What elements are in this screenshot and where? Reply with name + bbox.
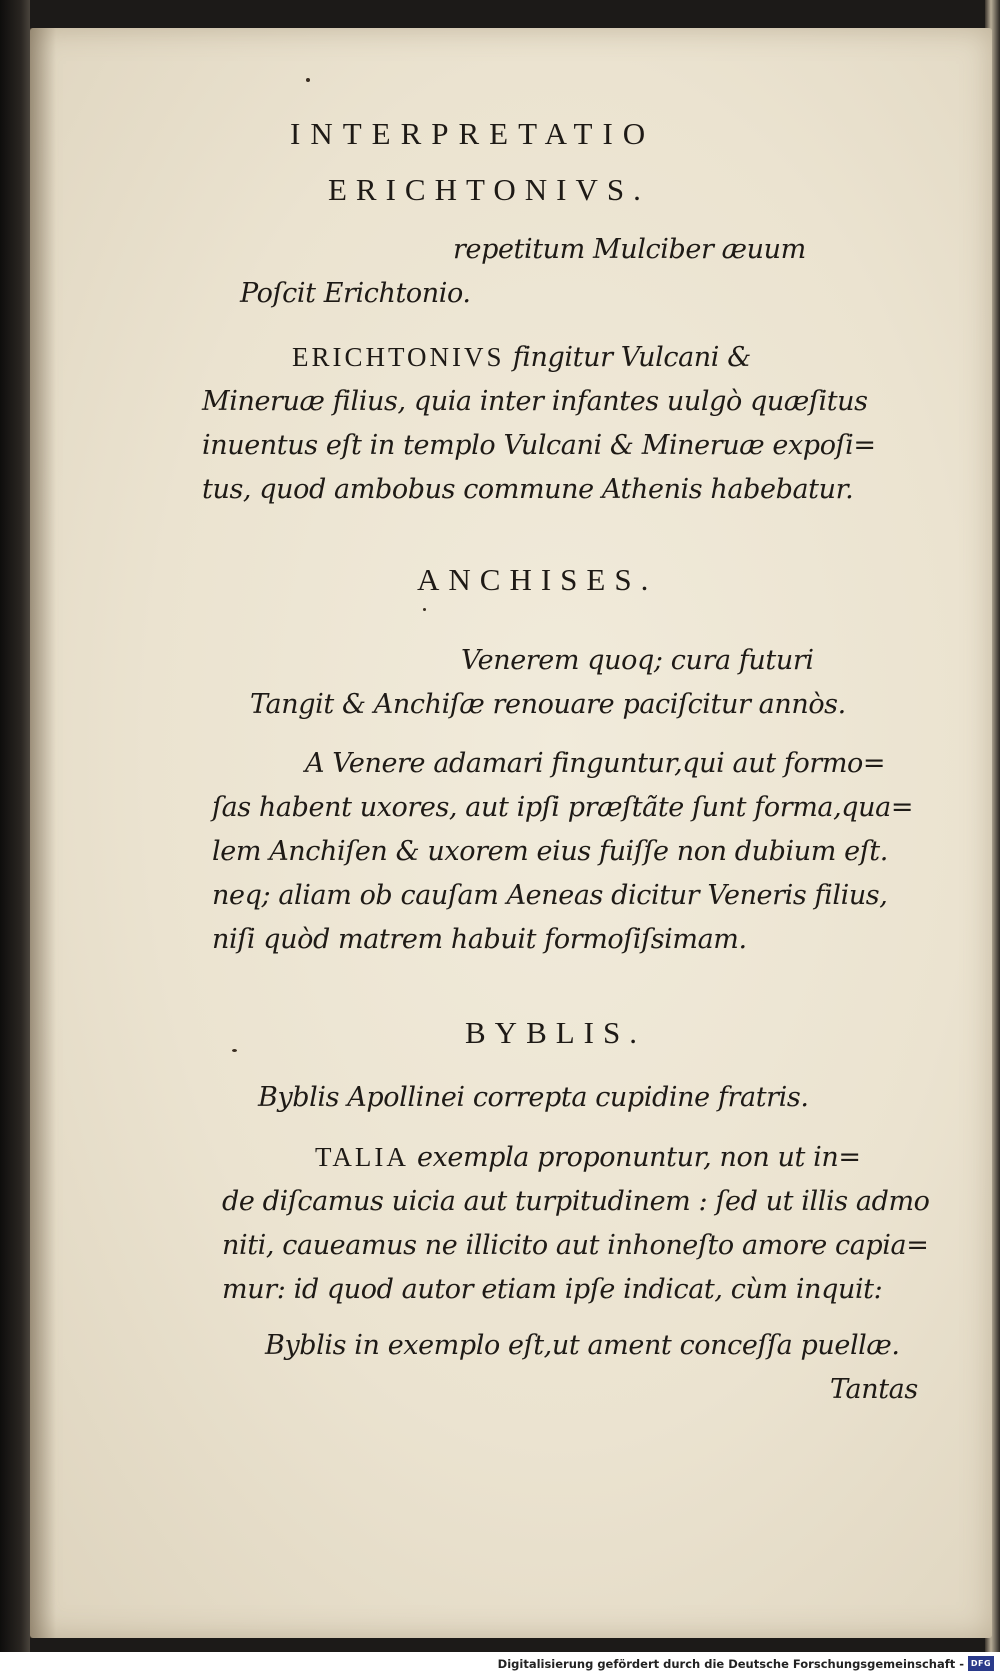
paper-speck <box>306 78 310 82</box>
section-title-erichtonius: ERICHTONIVS. <box>328 172 650 207</box>
section-title-anchises: ANCHISES. <box>417 562 658 597</box>
verse-line: Byblis Apollinei correpta cupidine fratris. <box>258 1082 809 1113</box>
paper-speck <box>232 1049 237 1052</box>
commentary-line: niſi quòd matrem habuit formoſiſsimam. <box>212 924 747 955</box>
commentary-line: de diſcamus uicia aut turpitudinem : ſed ut illis admo <box>222 1186 930 1217</box>
verse-line: Poſcit Erichtonio. <box>240 278 471 309</box>
catchword: Tantas <box>830 1374 918 1405</box>
commentary-line: lem Anchiſen & uxorem eius fuiſſe non dubium eſt. <box>212 836 888 867</box>
footer-bar <box>0 1652 1000 1677</box>
commentary-lead: ERICHTONIVS <box>292 342 505 372</box>
footer-credit: Digitalisierung gefördert durch die Deutsche Forschungsgemeinschaft - <box>497 1657 964 1671</box>
commentary-line: tus, quod ambobus commune Athenis habebatur. <box>202 474 854 505</box>
commentary-line: inuentus eſt in templo Vulcani & Mineruæ expoſi= <box>202 430 876 461</box>
commentary-line: neq; aliam ob cauſam Aeneas dicitur Veneris filius, <box>212 880 888 911</box>
verse-line: Tangit & Anchiſæ renouare paciſcitur annòs. <box>250 689 846 720</box>
commentary-lead: TALIA <box>315 1142 409 1172</box>
commentary-line <box>315 1142 861 1173</box>
quote-line: Byblis in exemplo eſt,ut ament conceſſa puellæ. <box>265 1330 900 1361</box>
commentary-line: ſas habent uxores, aut ipſi præſtãte ſunt forma,qua= <box>212 792 914 823</box>
commentary-text: fingitur Vulcani & <box>512 342 751 373</box>
verse-line: Venerem quoq; cura futuri <box>461 645 814 676</box>
page-gutter-shadow <box>30 28 56 1638</box>
commentary-line: A Venere adamari finguntur,qui aut formo= <box>305 748 886 779</box>
dfg-logo: DFG <box>968 1656 994 1671</box>
section-title-byblis: BYBLIS. <box>465 1015 646 1050</box>
book-spine-edge <box>0 0 30 1677</box>
verse-line: repetitum Mulciber æuum <box>453 234 806 265</box>
commentary-line <box>292 342 751 373</box>
commentary-line: Mineruæ filius, quia inter infantes uulgò quæſitus <box>202 386 868 417</box>
running-header: INTERPRETATIO <box>290 116 656 151</box>
commentary-text: exempla proponuntur, non ut in= <box>408 1142 861 1173</box>
paper-speck <box>423 608 426 611</box>
commentary-line: niti, caueamus ne illicito aut inhoneſto amore capia= <box>222 1230 929 1261</box>
commentary-line: mur: id quod autor etiam ipſe indicat, cùm inquit: <box>222 1274 883 1305</box>
